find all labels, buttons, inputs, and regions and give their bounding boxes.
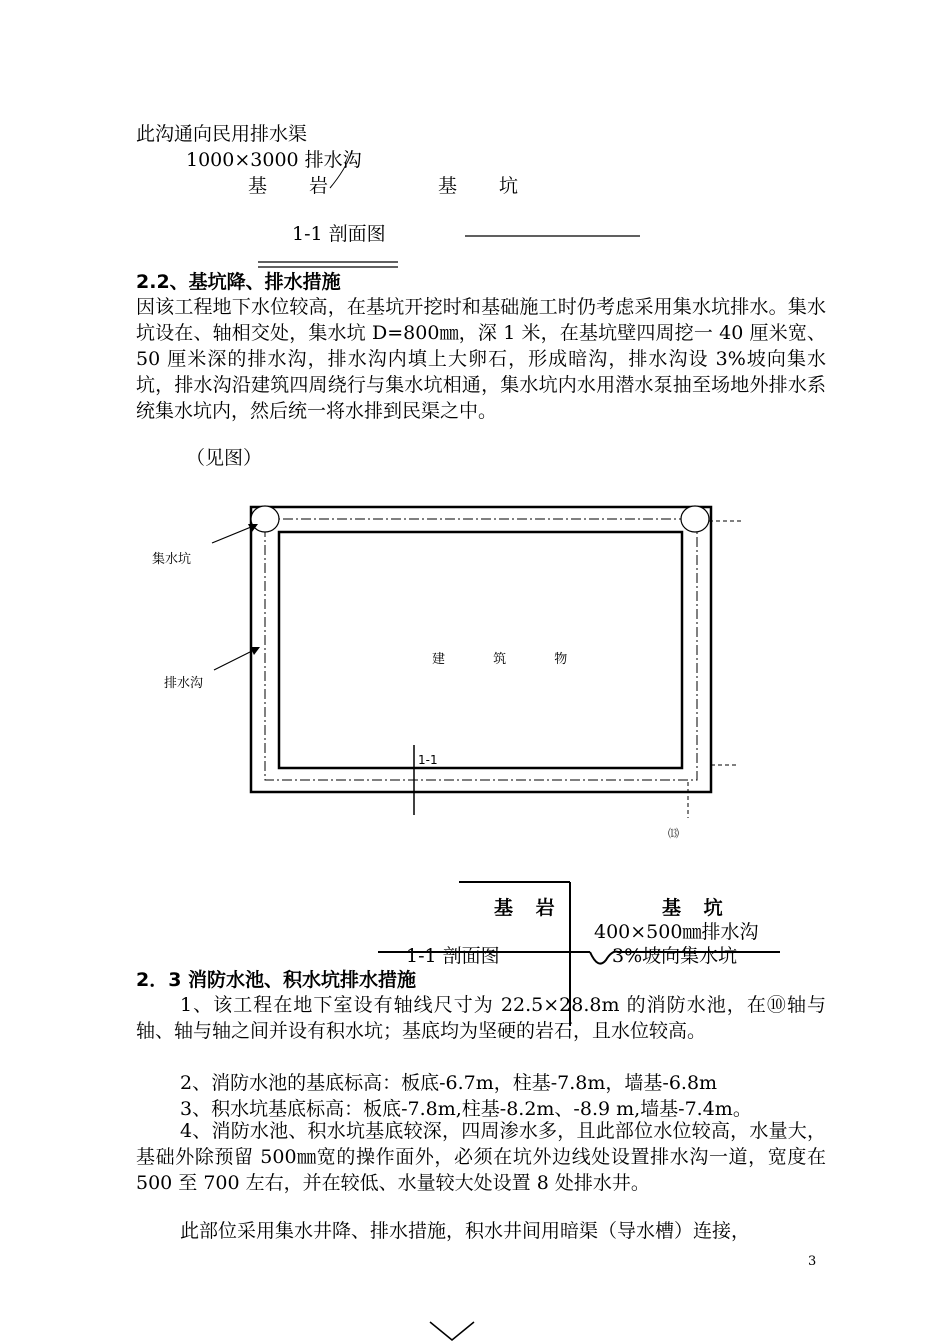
pit-label: 基 坑 xyxy=(438,175,537,197)
paragraph-2-3-3: 3、积水坑基底标高：板底-7.8m,柱基-8.2m、-8.9 m,墙基-7.4m。 xyxy=(180,1098,752,1120)
building-label: 建 筑 物 xyxy=(432,652,590,667)
axis-label: ⒀ xyxy=(668,827,679,840)
section-ditch-label: 400×500㎜排水沟 xyxy=(594,921,759,943)
ditch-size-label: 1000×3000 排水沟 xyxy=(186,149,362,171)
section-title-bottom: 1-1 剖面图 xyxy=(406,945,500,967)
paragraph-2-3-2: 2、消防水池的基底标高：板底-6.7m，柱基-7.8m，墙基-6.8m xyxy=(180,1072,718,1094)
section-pit-label: 基 坑 xyxy=(662,897,731,919)
sump-pit-right xyxy=(681,506,709,532)
section-bedrock-label: 基 岩 xyxy=(494,897,563,919)
paragraph-2-3-1: 1、该工程在地下室设有轴线尺寸为 22.5×28.8m 的消防水池，在⑩轴与轴、轴与轴之间并设有积水坑；基底均为坚硬的岩石，且水位较高。 xyxy=(136,994,826,1042)
slope-label: 3%坡向集水坑 xyxy=(612,945,738,967)
section-title-top: 1-1 剖面图 xyxy=(292,223,386,245)
ditch-label: 排水沟 xyxy=(164,676,204,691)
drain-note: 此沟通向民用排水渠 xyxy=(136,123,308,145)
section-mark: 1-1 xyxy=(418,753,438,767)
paragraph-2-3-5: 此部位采用集水井降、排水措施，积水井间用暗渠（导水槽）连接， xyxy=(180,1220,751,1242)
page-number: 3 xyxy=(808,1254,817,1269)
sump-label: 集水坑 xyxy=(152,552,192,567)
heading-2-3: 2．3 消防水池、积水坑排水措施 xyxy=(136,969,417,991)
sump-pit-left xyxy=(251,506,279,532)
bedrock-label: 基 岩 xyxy=(248,175,347,197)
heading-2-2: 2.2、基坑降、排水措施 xyxy=(136,271,341,293)
see-figure: （见图） xyxy=(186,447,263,469)
paragraph-2-2: 因该工程地下水位较高，在基坑开挖时和基础施工时仍考虑采用集水坑排水。集水坑设在、轴相交处，集水坑 D=800㎜，深 1 米，在基坑壁四周挖一 40 厘米宽、50 厘米深的排水沟，排水沟内填上大卵石，形成暗沟，排水沟设 3%坡向集水坑，排水沟沿建筑四周绕行与集水坑相通，集水坑内水用潜水泵抽至场地外排水系统集水坑内，然后统一将水排到民渠之中。 xyxy=(136,296,826,422)
paragraph-2-3-4: 4、消防水池、积水坑基底较深，四周渗水多，且此部位水位较高，水量大，基础外除预留 500㎜宽的操作面外，必须在坑外边线处设置排水沟一道，宽度在 500 至 700 左右，并在较低、水量较大处设置 8 处排水井。 xyxy=(136,1120,826,1194)
